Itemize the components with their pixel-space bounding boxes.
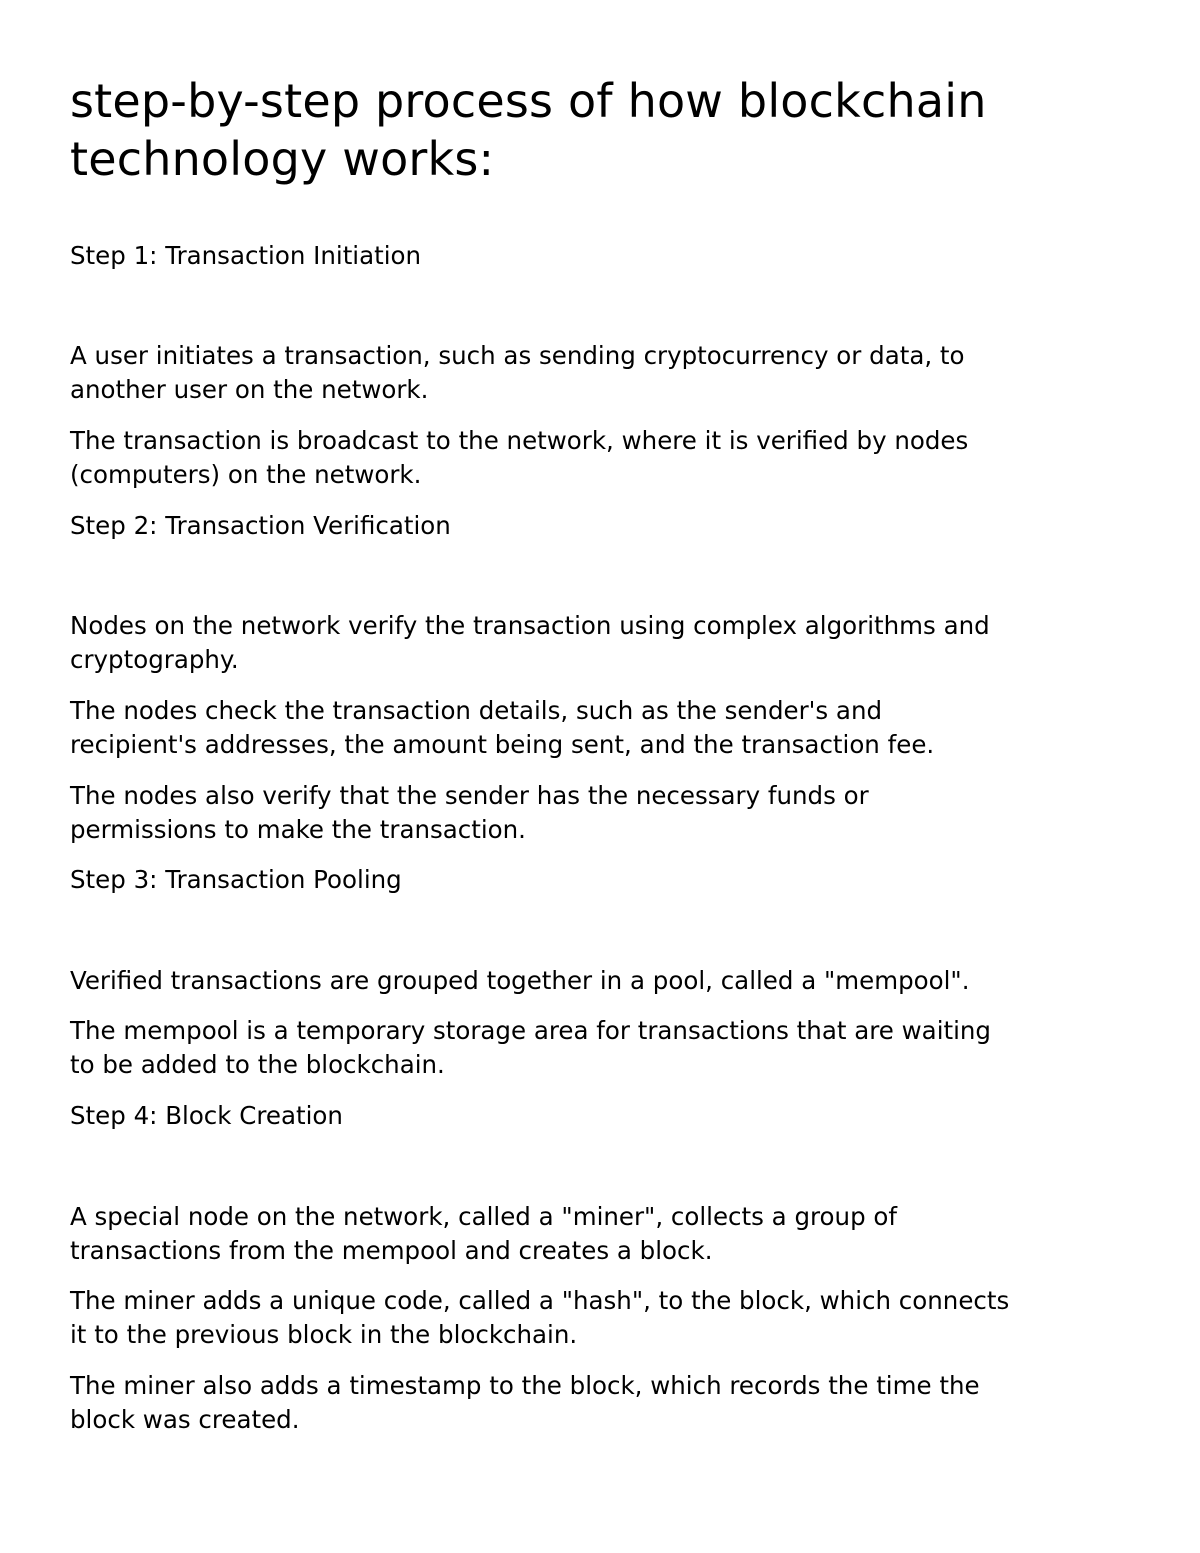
paragraph	[70, 609, 1140, 677]
paragraph	[70, 1014, 1140, 1082]
text-line: A special node on the network, called a "miner", collects a group of	[70, 1202, 898, 1231]
title-line: step-by-step process of how blockchain	[70, 74, 987, 128]
title-line: technology works:	[70, 132, 495, 186]
paragraph	[70, 1200, 1140, 1268]
text-line: The nodes also verify that the sender has the necessary funds or	[70, 781, 869, 810]
text-line: to be added to the blockchain.	[70, 1050, 445, 1079]
text-line: cryptography.	[70, 645, 239, 674]
paragraph	[70, 339, 1140, 407]
text-line: The transaction is broadcast to the network, where it is verified by nodes	[70, 426, 969, 455]
paragraph	[70, 779, 1140, 847]
text-line: Nodes on the network verify the transaction using complex algorithms and	[70, 611, 990, 640]
step-heading	[70, 1099, 1140, 1133]
text-line: block was created.	[70, 1405, 300, 1434]
text-line: The miner adds a unique code, called a "hash", to the block, which connects	[70, 1286, 1010, 1315]
text-line: The miner also adds a timestamp to the block, which records the time the	[70, 1371, 980, 1400]
document-title	[70, 72, 1130, 188]
text-line: (computers) on the network.	[70, 460, 422, 489]
step-heading	[70, 509, 1140, 543]
step-heading	[70, 863, 1140, 897]
heading-line: Step 2: Transaction Verification	[70, 511, 451, 540]
text-line: The nodes check the transaction details, such as the sender's and	[70, 696, 883, 725]
text-line: A user initiates a transaction, such as sending cryptocurrency or data, to	[70, 341, 965, 370]
text-line: permissions to make the transaction.	[70, 815, 526, 844]
text-line: recipient's addresses, the amount being sent, and the transaction fee.	[70, 730, 935, 759]
paragraph	[70, 694, 1140, 762]
text-line: it to the previous block in the blockchain.	[70, 1320, 578, 1349]
paragraph	[70, 1284, 1140, 1352]
paragraph	[70, 1369, 1140, 1437]
paragraph	[70, 424, 1140, 492]
paragraph	[70, 964, 1140, 998]
text-line: Verified transactions are grouped together in a pool, called a "mempool".	[70, 966, 970, 995]
heading-line: Step 1: Transaction Initiation	[70, 241, 422, 270]
text-line: The mempool is a temporary storage area for transactions that are waiting	[70, 1016, 991, 1045]
heading-line: Step 4: Block Creation	[70, 1101, 343, 1130]
heading-line: Step 3: Transaction Pooling	[70, 865, 402, 894]
text-line: transactions from the mempool and creates a block.	[70, 1236, 713, 1265]
step-heading	[70, 239, 1140, 273]
text-line: another user on the network.	[70, 375, 429, 404]
